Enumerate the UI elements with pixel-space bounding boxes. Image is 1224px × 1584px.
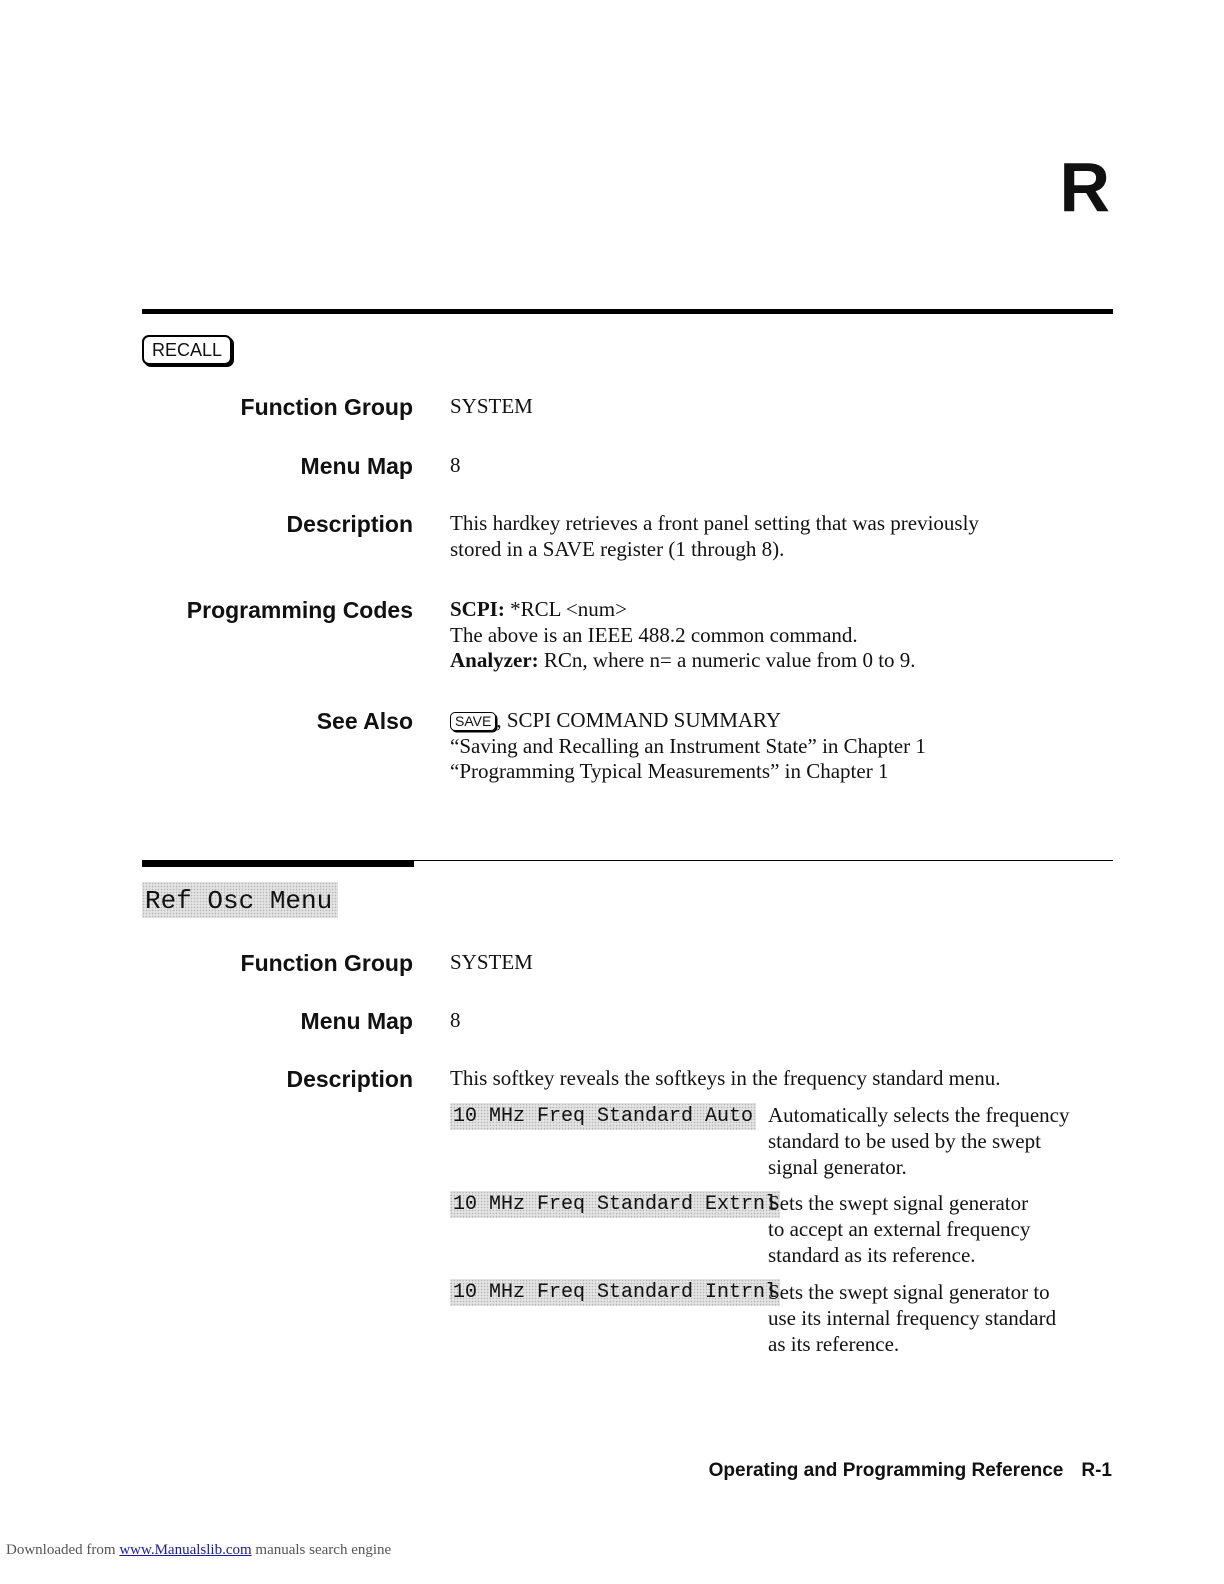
recall-programming-codes — [450, 597, 916, 674]
softkey-description-line: Automatically selects the frequency — [768, 1103, 1070, 1127]
recall-description-line: stored in a SAVE register (1 through 8). — [450, 536, 785, 561]
softkey-description-line: signal generator. — [768, 1155, 907, 1179]
recall-function-group-label: Function Group — [240, 394, 413, 420]
manualslib-link[interactable]: www.Manualslib.com — [119, 1542, 252, 1558]
recall-description — [450, 511, 979, 562]
analyzer-label: Analyzer: — [450, 648, 539, 672]
recall-hardkey: RECALL — [142, 335, 232, 365]
refosc-description: This softkey reveals the softkeys in the frequency standard menu. — [450, 1066, 1001, 1090]
refosc-function-group-value: SYSTEM — [450, 950, 533, 974]
save-hardkey: SAVE — [450, 712, 496, 731]
softkey-description-line: Sets the swept signal generator to — [768, 1280, 1050, 1304]
scpi-label: SCPI: — [450, 597, 505, 621]
chapter-rule — [142, 309, 1113, 314]
softkey-description-line: use its internal frequency standard — [768, 1306, 1057, 1330]
common-command-line: The above is an IEEE 488.2 common command. — [450, 622, 858, 647]
softkey-intrnl-description — [768, 1279, 1113, 1357]
softkey-auto-description — [768, 1102, 1113, 1180]
softkey-freq-standard-auto: 10 MHz Freq Standard Auto — [450, 1103, 756, 1130]
softkey-description-line: standard to be used by the swept — [768, 1129, 1041, 1153]
footer-title: Operating and Programming Reference — [708, 1460, 1064, 1481]
page-footer — [709, 1460, 1112, 1482]
download-notice — [6, 1542, 391, 1559]
softkey-description-line: as its reference. — [768, 1332, 900, 1356]
softkey-extrnl-description — [768, 1190, 1113, 1268]
softkey-freq-standard-extrnl: 10 MHz Freq Standard Extrnl — [450, 1191, 780, 1218]
recall-see-also — [450, 708, 926, 785]
softkey-description-line: to accept an external frequency — [768, 1217, 1031, 1241]
chapter-letter: R — [1059, 148, 1110, 226]
section-divider-tab — [142, 860, 414, 867]
softkey-description-line: standard as its reference. — [768, 1243, 976, 1267]
refosc-description-label: Description — [286, 1066, 413, 1092]
refosc-menu-map-value: 8 — [450, 1008, 461, 1032]
recall-see-also-label: See Also — [316, 708, 413, 734]
recall-description-line: This hardkey retrieves a front panel setting that was previously — [450, 511, 979, 535]
analyzer-value: RCn, where n= a numeric value from 0 to 9. — [538, 648, 916, 672]
see-also-saving-recalling: “Saving and Recalling an Instrument State” in Chapter 1 — [450, 733, 926, 758]
scpi-value: *RCL <num> — [504, 597, 627, 621]
download-prefix: Downloaded from — [6, 1542, 120, 1558]
softkey-freq-standard-intrnl: 10 MHz Freq Standard Intrnl — [450, 1279, 780, 1306]
recall-programming-codes-label: Programming Codes — [186, 597, 413, 623]
download-suffix: manuals search engine — [251, 1542, 392, 1558]
ref-osc-menu-softkey: Ref Osc Menu — [142, 882, 338, 918]
see-also-scpi-summary: , SCPI COMMAND SUMMARY — [496, 708, 782, 732]
recall-function-group-value: SYSTEM — [450, 394, 533, 418]
recall-menu-map-label: Menu Map — [300, 453, 413, 479]
refosc-menu-map-label: Menu Map — [300, 1008, 413, 1034]
see-also-programming-typical: “Programming Typical Measurements” in Chapter 1 — [450, 759, 889, 783]
softkey-description-line: Sets the swept signal generator — [768, 1191, 1029, 1215]
page-number: R-1 — [1081, 1460, 1112, 1481]
recall-menu-map-value: 8 — [450, 453, 461, 477]
refosc-function-group-label: Function Group — [240, 950, 413, 976]
recall-description-label: Description — [286, 511, 413, 537]
